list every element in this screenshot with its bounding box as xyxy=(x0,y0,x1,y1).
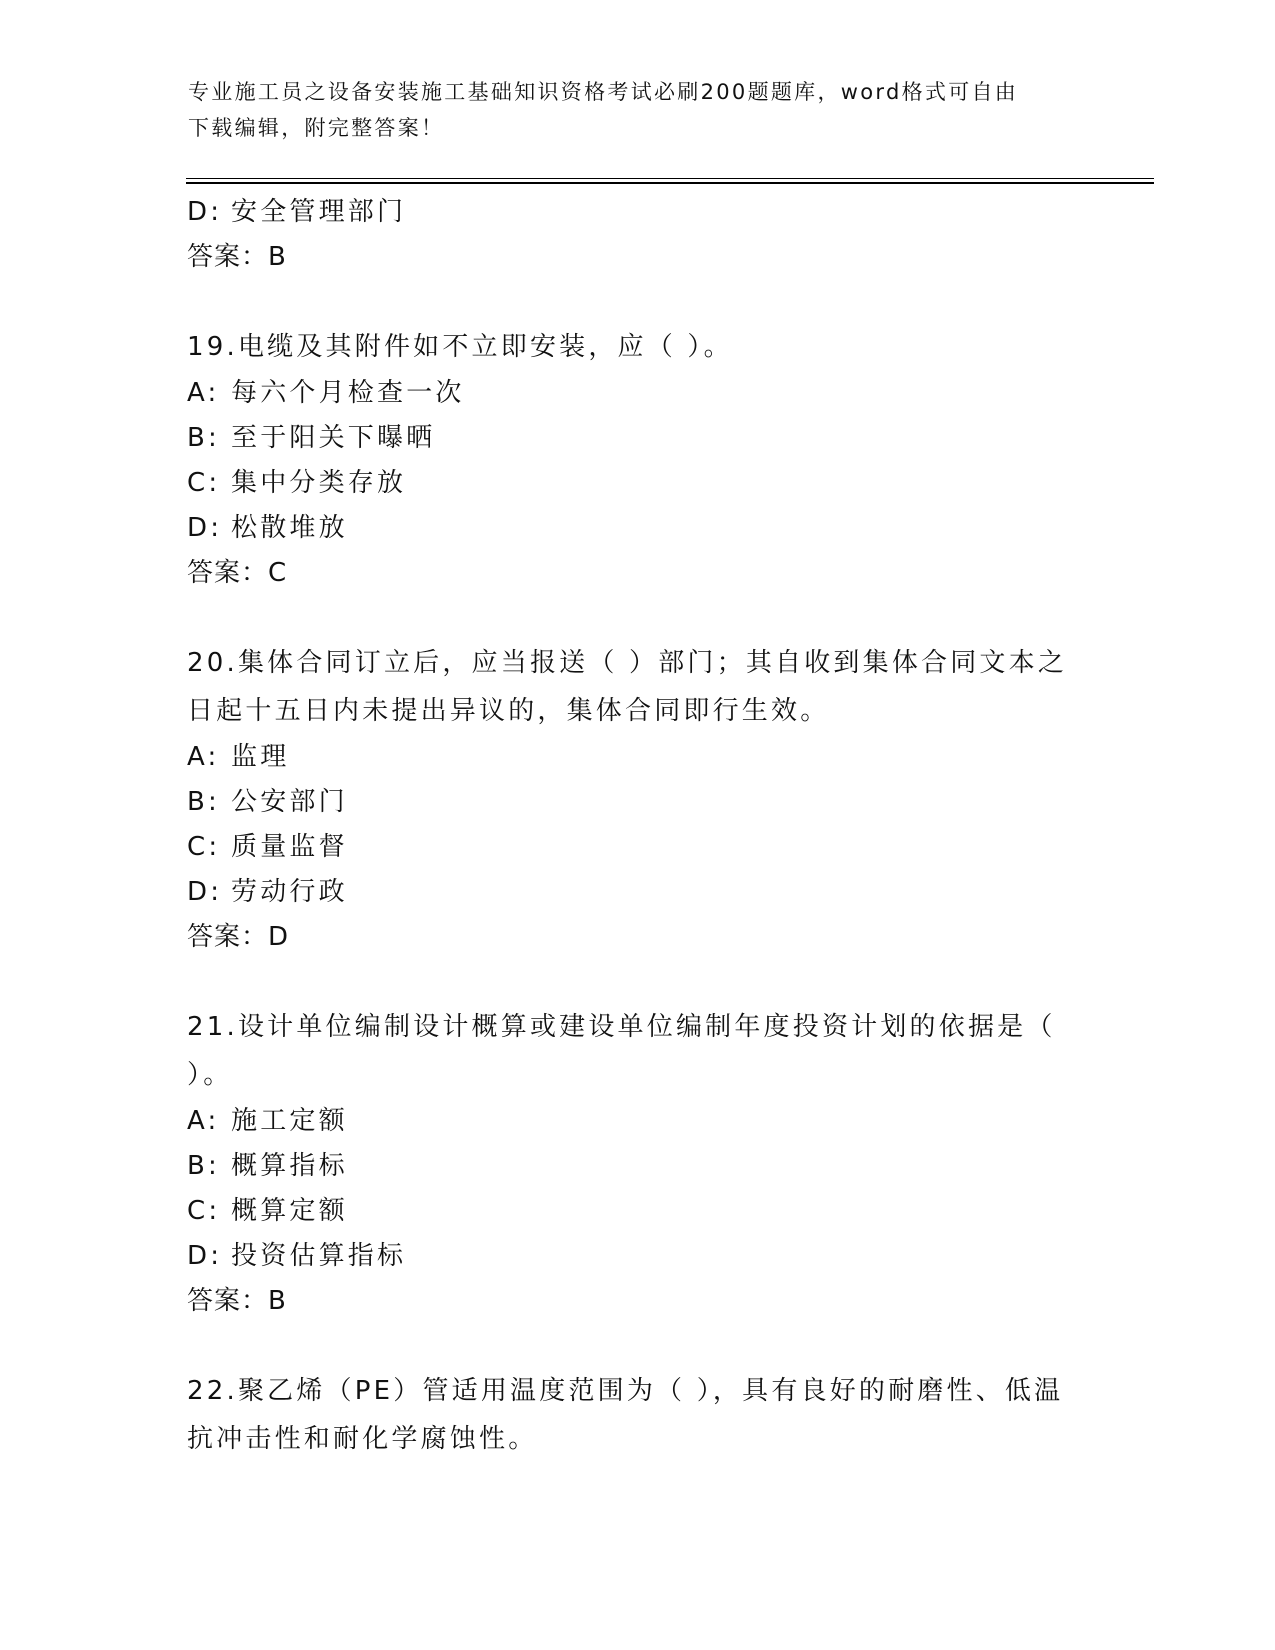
header-divider-thin xyxy=(186,178,1154,179)
document-header xyxy=(188,74,1068,146)
option-c xyxy=(187,461,1067,506)
question-text-line-1: 22.聚乙烯（PE）管适用温度范围为（ ），具有良好的耐磨性、低温 xyxy=(187,1376,1064,1406)
block-spacer xyxy=(187,960,1067,1003)
option-label: B: xyxy=(187,1151,220,1181)
question-text-line-1: 20.集体合同订立后，应当报送（ ）部门；其自收到集体合同文本之 xyxy=(187,648,1068,678)
option-label: D: xyxy=(187,1241,223,1271)
question-block-20 xyxy=(187,639,1067,960)
option-text: 松散堆放 xyxy=(231,513,348,543)
answer-line: 答案：B xyxy=(187,242,287,272)
answer-line: 答案：C xyxy=(187,558,288,588)
option-text: 公安部门 xyxy=(231,787,348,817)
option-text: 集中分类存放 xyxy=(231,468,407,498)
question-text-line-1: 21.设计单位编制设计概算或建设单位编制年度投资计划的依据是（ xyxy=(187,1012,1056,1042)
option-text: 监理 xyxy=(231,742,290,772)
option-label: C: xyxy=(187,832,221,862)
option-label: A: xyxy=(187,378,220,408)
question-block-21 xyxy=(187,1003,1067,1324)
question-list xyxy=(187,190,1067,1463)
option-label: B: xyxy=(187,423,220,453)
option-label: A: xyxy=(187,1106,220,1136)
option-d xyxy=(187,506,1067,551)
option-a xyxy=(187,735,1067,780)
option-text: 概算定额 xyxy=(231,1196,348,1226)
option-label: D: xyxy=(187,197,223,227)
option-a xyxy=(187,371,1067,416)
option-label: C: xyxy=(187,468,221,498)
option-label: D: xyxy=(187,877,223,907)
option-b xyxy=(187,780,1067,825)
question-text-line-2: ）。 xyxy=(187,1060,233,1090)
header-divider-thick xyxy=(186,182,1154,184)
block-spacer xyxy=(187,596,1067,639)
option-label: A: xyxy=(187,742,220,772)
option-text: 至于阳关下曝晒 xyxy=(231,423,436,453)
question-text: 19.电缆及其附件如不立即安装，应（ ）。 xyxy=(187,332,733,362)
option-label: B: xyxy=(187,787,220,817)
option-text: 安全管理部门 xyxy=(231,197,407,227)
option-d xyxy=(187,870,1067,915)
question-text-line-2: 抗冲击性和耐化学腐蚀性。 xyxy=(187,1424,538,1454)
option-d xyxy=(187,190,1067,235)
answer-line: 答案：B xyxy=(187,1286,287,1316)
header-title-line-1: 专业施工员之设备安装施工基础知识资格考试必刷200题题库，word格式可自由 xyxy=(188,80,1019,104)
option-a xyxy=(187,1099,1067,1144)
option-b xyxy=(187,1144,1067,1189)
option-label: D: xyxy=(187,513,223,543)
option-label: C: xyxy=(187,1196,221,1226)
block-spacer xyxy=(187,1324,1067,1367)
option-d xyxy=(187,1234,1067,1279)
header-title-line-2: 下载编辑，附完整答案！ xyxy=(188,116,445,140)
question-block-18 xyxy=(187,190,1067,280)
option-text: 投资估算指标 xyxy=(231,1241,407,1271)
option-text: 劳动行政 xyxy=(231,877,348,907)
option-text: 概算指标 xyxy=(231,1151,348,1181)
question-block-19 xyxy=(187,323,1067,596)
question-text-line-2: 日起十五日内未提出异议的，集体合同即行生效。 xyxy=(187,696,830,726)
block-spacer xyxy=(187,280,1067,323)
option-c xyxy=(187,825,1067,870)
option-text: 质量监督 xyxy=(231,832,348,862)
answer-line: 答案：D xyxy=(187,922,290,952)
option-b xyxy=(187,416,1067,461)
option-text: 施工定额 xyxy=(231,1106,348,1136)
option-text: 每六个月检查一次 xyxy=(231,378,465,408)
question-block-22 xyxy=(187,1367,1067,1463)
option-c xyxy=(187,1189,1067,1234)
